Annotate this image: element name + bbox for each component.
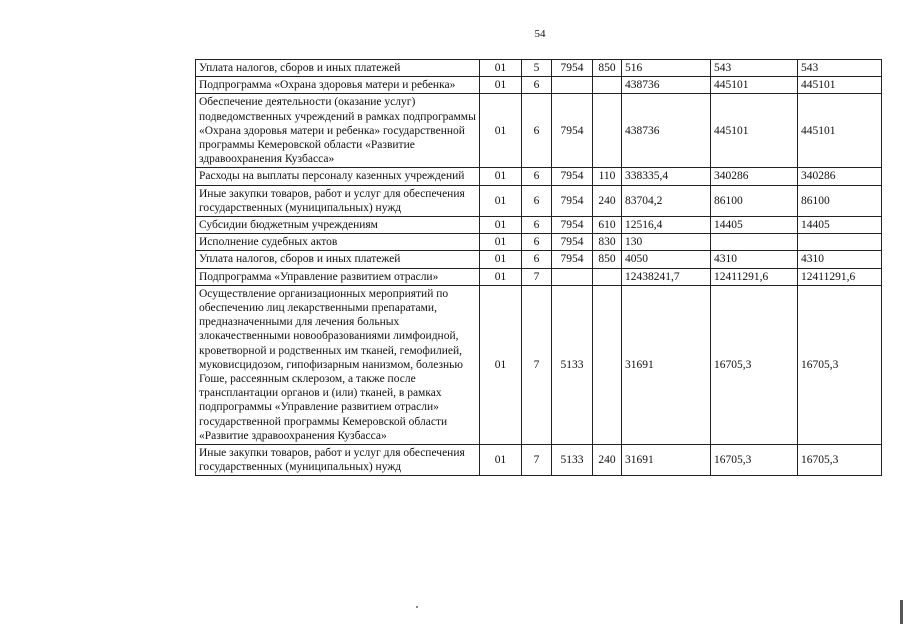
row-name-cell: Расходы на выплаты персоналу казенных учреждений [196, 168, 480, 185]
amount-year2-cell [711, 234, 798, 251]
target-code-cell: 7954 [552, 251, 593, 268]
row-name-cell: Обеспечение деятельности (оказание услуг) подведомственных учреждений в рамках подпрограммы «Охрана здоровья матери и ребенка» государственной программы Кемеровской области «Развитие здравоохранения Кузбасса» [196, 94, 480, 168]
target-code-cell: 7954 [552, 217, 593, 234]
table-row [196, 268, 882, 285]
section-code-cell: 01 [480, 168, 522, 185]
amount-year1-cell: 338335,4 [622, 168, 711, 185]
expense-type-cell: 610 [593, 217, 622, 234]
amount-year3-cell: 12411291,6 [798, 268, 882, 285]
target-code-cell: 7954 [552, 94, 593, 168]
amount-year1-cell: 130 [622, 234, 711, 251]
expense-type-cell [593, 77, 622, 94]
table-row [196, 185, 882, 216]
subsection-code-cell: 5 [522, 60, 552, 77]
amount-year3-cell [798, 234, 882, 251]
table-row [196, 445, 882, 476]
section-code-cell: 01 [480, 234, 522, 251]
scan-edge-mark [900, 600, 903, 624]
amount-year3-cell: 445101 [798, 77, 882, 94]
amount-year3-cell: 4310 [798, 251, 882, 268]
amount-year1-cell: 31691 [622, 285, 711, 444]
row-name-cell: Подпрограмма «Управление развитием отрасли» [196, 268, 480, 285]
section-code-cell: 01 [480, 251, 522, 268]
table-row [196, 285, 882, 444]
section-code-cell: 01 [480, 94, 522, 168]
amount-year2-cell: 16705,3 [711, 445, 798, 476]
row-name-cell: Иные закупки товаров, работ и услуг для обеспечения государственных (муниципальных) нужд [196, 445, 480, 476]
amount-year1-cell: 438736 [622, 94, 711, 168]
expense-type-cell [593, 285, 622, 444]
amount-year3-cell: 16705,3 [798, 285, 882, 444]
subsection-code-cell: 6 [522, 168, 552, 185]
budget-table [195, 59, 882, 476]
subsection-code-cell: 7 [522, 445, 552, 476]
amount-year1-cell: 31691 [622, 445, 711, 476]
expense-type-cell: 830 [593, 234, 622, 251]
section-code-cell: 01 [480, 268, 522, 285]
target-code-cell: 5133 [552, 285, 593, 444]
expense-type-cell: 240 [593, 445, 622, 476]
amount-year3-cell: 543 [798, 60, 882, 77]
amount-year2-cell: 543 [711, 60, 798, 77]
amount-year2-cell: 445101 [711, 94, 798, 168]
expense-type-cell: 240 [593, 185, 622, 216]
target-code-cell: 7954 [552, 234, 593, 251]
subsection-code-cell: 6 [522, 234, 552, 251]
subsection-code-cell: 6 [522, 77, 552, 94]
expense-type-cell: 850 [593, 60, 622, 77]
target-code-cell: 7954 [552, 168, 593, 185]
amount-year2-cell: 12411291,6 [711, 268, 798, 285]
section-code-cell: 01 [480, 60, 522, 77]
table-row [196, 94, 882, 168]
target-code-cell: 7954 [552, 185, 593, 216]
table-row [196, 217, 882, 234]
section-code-cell: 01 [480, 445, 522, 476]
subsection-code-cell: 6 [522, 217, 552, 234]
amount-year1-cell: 12438241,7 [622, 268, 711, 285]
amount-year2-cell: 14405 [711, 217, 798, 234]
table-body [196, 60, 882, 476]
scan-dot [416, 606, 418, 608]
target-code-cell [552, 268, 593, 285]
amount-year2-cell: 16705,3 [711, 285, 798, 444]
section-code-cell: 01 [480, 185, 522, 216]
expense-type-cell: 850 [593, 251, 622, 268]
table-row [196, 60, 882, 77]
target-code-cell: 5133 [552, 445, 593, 476]
row-name-cell: Иные закупки товаров, работ и услуг для обеспечения государственных (муниципальных) нужд [196, 185, 480, 216]
section-code-cell: 01 [480, 77, 522, 94]
subsection-code-cell: 7 [522, 268, 552, 285]
section-code-cell: 01 [480, 217, 522, 234]
target-code-cell: 7954 [552, 60, 593, 77]
expense-type-cell [593, 268, 622, 285]
subsection-code-cell: 7 [522, 285, 552, 444]
table-row [196, 168, 882, 185]
amount-year3-cell: 340286 [798, 168, 882, 185]
amount-year1-cell: 516 [622, 60, 711, 77]
amount-year2-cell: 86100 [711, 185, 798, 216]
amount-year1-cell: 12516,4 [622, 217, 711, 234]
amount-year3-cell: 86100 [798, 185, 882, 216]
amount-year3-cell: 445101 [798, 94, 882, 168]
amount-year2-cell: 445101 [711, 77, 798, 94]
table-row [196, 77, 882, 94]
row-name-cell: Уплата налогов, сборов и иных платежей [196, 251, 480, 268]
subsection-code-cell: 6 [522, 185, 552, 216]
amount-year1-cell: 438736 [622, 77, 711, 94]
row-name-cell: Исполнение судебных актов [196, 234, 480, 251]
amount-year2-cell: 340286 [711, 168, 798, 185]
row-name-cell: Осуществление организационных мероприятий по обеспечению лиц лекарственными препаратами, предназначенными для лечения больных злокачественными новообразованиями лимфоидной, кроветворной и родственных им тканей, гемофилией, муковисцидозом, гипофизарным нанизмом, болезнью Гоше, рассеянным склерозом, а также после трансплантации органов и (или) тканей, в рамках подпрограммы «Управление развитием отрасли» государственной программы Кемеровской области «Развитие здравоохранения Кузбасса» [196, 285, 480, 444]
target-code-cell [552, 77, 593, 94]
expense-type-cell [593, 94, 622, 168]
amount-year2-cell: 4310 [711, 251, 798, 268]
amount-year1-cell: 83704,2 [622, 185, 711, 216]
amount-year3-cell: 16705,3 [798, 445, 882, 476]
page-number: 54 [534, 28, 546, 40]
table-row [196, 234, 882, 251]
subsection-code-cell: 6 [522, 94, 552, 168]
amount-year3-cell: 14405 [798, 217, 882, 234]
section-code-cell: 01 [480, 285, 522, 444]
row-name-cell: Уплата налогов, сборов и иных платежей [196, 60, 480, 77]
row-name-cell: Подпрограмма «Охрана здоровья матери и ребенка» [196, 77, 480, 94]
expense-type-cell: 110 [593, 168, 622, 185]
table-row [196, 251, 882, 268]
subsection-code-cell: 6 [522, 251, 552, 268]
amount-year1-cell: 4050 [622, 251, 711, 268]
row-name-cell: Субсидии бюджетным учреждениям [196, 217, 480, 234]
